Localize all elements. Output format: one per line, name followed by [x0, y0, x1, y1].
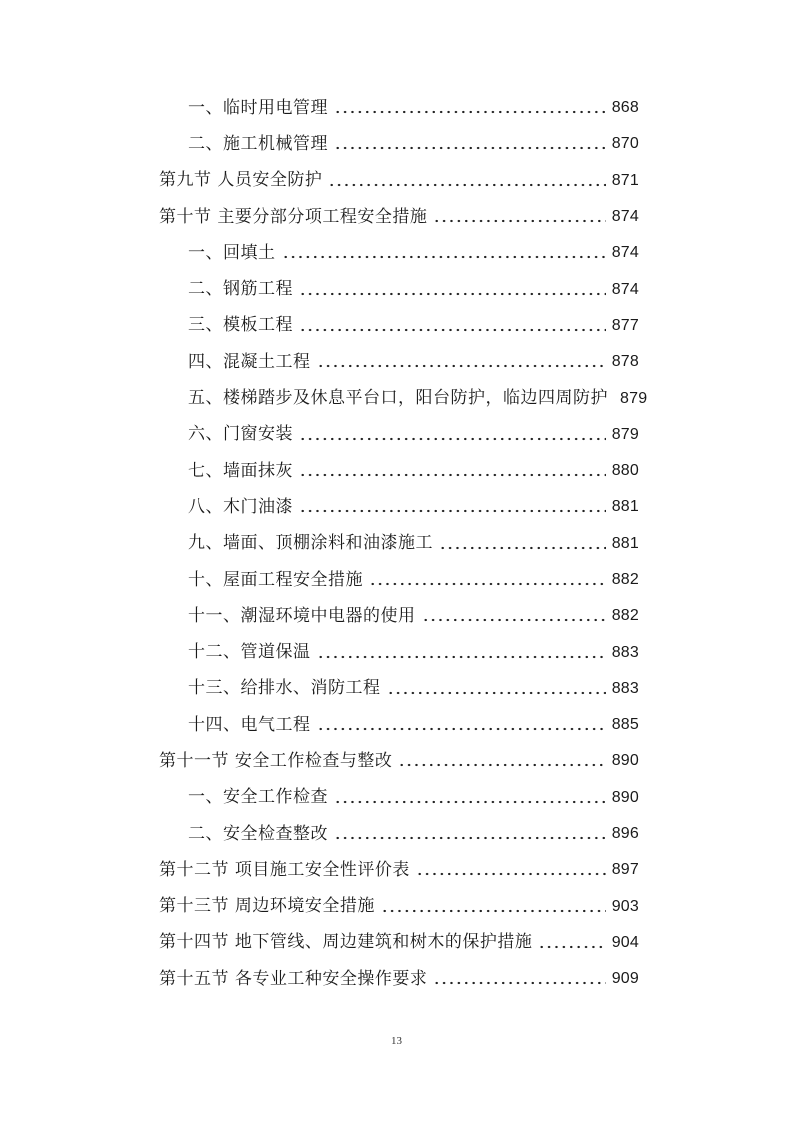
toc-entry-line: [188, 242, 639, 263]
toc-dot-leader: [299, 292, 606, 296]
toc-entry-title: 第十三节 周边环境安全措施: [159, 896, 375, 917]
toc-entry[interactable]: [0, 743, 793, 779]
toc-entry-page-number: 883: [611, 679, 639, 697]
table-of-contents: [0, 90, 793, 997]
toc-dot-leader: [328, 183, 605, 187]
toc-dot-leader: [334, 836, 606, 840]
toc-entry[interactable]: [0, 90, 793, 126]
toc-entry-title: 四、混凝土工程: [188, 351, 311, 372]
toc-entry-title: 九、墙面、顶棚涂料和油漆施工: [188, 533, 433, 554]
toc-entry-line: [188, 281, 639, 298]
toc-entry-line: [188, 317, 639, 334]
toc-entry-page-number: 904: [611, 933, 639, 951]
toc-entry[interactable]: [0, 634, 793, 670]
toc-entry-line: [159, 859, 639, 880]
toc-entry-page-number: 903: [611, 897, 639, 915]
toc-dot-leader: [433, 219, 605, 223]
toc-dot-leader: [387, 691, 606, 695]
toc-dot-leader: [422, 618, 606, 622]
toc-entry-page-number: 877: [611, 316, 639, 334]
toc-dot-leader: [299, 509, 606, 513]
toc-entry-page-number: 874: [611, 208, 639, 226]
toc-entry-line: [188, 605, 639, 626]
toc-entry-title: 五、楼梯踏步及休息平台口，阳台防护，临边四周防护: [188, 388, 608, 409]
toc-dot-leader: [334, 800, 606, 804]
toc-entry-line: [188, 496, 639, 517]
toc-entry-page-number: 881: [611, 534, 639, 552]
toc-entry-line: [159, 206, 639, 227]
toc-dot-leader: [433, 981, 605, 985]
toc-entry-title: 十、屋面工程安全措施: [188, 569, 363, 590]
toc-entry[interactable]: [0, 707, 793, 743]
toc-entry-page-number: 874: [611, 280, 639, 298]
toc-dot-leader: [398, 763, 605, 767]
toc-entry[interactable]: [0, 598, 793, 634]
toc-entry-title: 一、安全工作检查: [188, 787, 328, 808]
toc-dot-leader: [439, 546, 606, 550]
toc-entry[interactable]: [0, 780, 793, 816]
toc-entry[interactable]: [0, 163, 793, 199]
toc-entry-page-number: 871: [611, 171, 639, 189]
toc-entry[interactable]: [0, 816, 793, 852]
toc-entry-line: [188, 388, 648, 409]
toc-entry[interactable]: [0, 417, 793, 453]
toc-entry-line: [159, 172, 639, 189]
toc-entry[interactable]: [0, 235, 793, 271]
toc-dot-leader: [334, 110, 606, 114]
toc-entry-page-number: 882: [611, 607, 639, 625]
toc-entry-title: 三、模板工程: [188, 315, 293, 336]
toc-dot-leader: [282, 255, 606, 259]
toc-dot-leader: [416, 872, 606, 876]
toc-entry-page-number: 890: [611, 752, 639, 770]
toc-entry-title: 八、木门油漆: [188, 496, 293, 517]
toc-dot-leader: [381, 909, 606, 913]
toc-entry[interactable]: [0, 308, 793, 344]
toc-entry[interactable]: [0, 852, 793, 888]
toc-entry-page-number: 879: [620, 389, 648, 407]
toc-entry-line: [188, 460, 639, 481]
toc-entry-page-number: 897: [611, 861, 639, 879]
toc-entry-line: [188, 644, 639, 661]
toc-entry[interactable]: [0, 489, 793, 525]
toc-entry-page-number: 880: [611, 462, 639, 480]
toc-entry-page-number: 896: [611, 825, 639, 843]
page-number: 13: [391, 1035, 402, 1047]
toc-entry[interactable]: [0, 380, 793, 416]
toc-entry-title: 第十二节 项目施工安全性评价表: [159, 859, 410, 880]
toc-entry[interactable]: [0, 671, 793, 707]
toc-entry[interactable]: [0, 271, 793, 307]
toc-entry-page-number: 881: [611, 498, 639, 516]
toc-entry-page-number: 868: [611, 99, 639, 117]
toc-entry-title: 一、临时用电管理: [188, 97, 328, 118]
toc-dot-leader: [317, 655, 606, 659]
toc-entry-title: 二、钢筋工程: [188, 279, 293, 300]
toc-entry-page-number: 882: [611, 571, 639, 588]
toc-dot-leader: [334, 146, 606, 150]
toc-entry[interactable]: [0, 889, 793, 925]
toc-entry-title: 第十四节 地下管线、周边建筑和树木的保护措施: [159, 932, 533, 953]
toc-entry-page-number: 879: [611, 425, 639, 443]
toc-entry-page-number: 874: [611, 244, 639, 262]
toc-entry[interactable]: [0, 961, 793, 997]
toc-entry[interactable]: [0, 562, 793, 598]
toc-entry-line: [159, 750, 639, 771]
toc-dot-leader: [299, 473, 606, 477]
toc-entry-title: 十一、潮湿环境中电器的使用: [188, 605, 416, 626]
toc-entry-line: [188, 426, 639, 443]
toc-entry[interactable]: [0, 526, 793, 562]
toc-entry-title: 十二、管道保温: [188, 642, 311, 663]
toc-entry-title: 六、门窗安装: [188, 424, 293, 445]
toc-entry-line: [188, 789, 639, 806]
toc-entry[interactable]: [0, 199, 793, 235]
toc-entry-title: 七、墙面抹灰: [188, 460, 293, 481]
toc-dot-leader: [369, 582, 606, 586]
toc-entry[interactable]: [0, 925, 793, 961]
toc-entry-title: 第十一节 安全工作检查与整改: [159, 750, 393, 771]
toc-dot-leader: [299, 328, 606, 332]
toc-entry-line: [188, 97, 639, 118]
toc-entry-line: [188, 133, 639, 154]
toc-entry-title: 第九节 人员安全防护: [159, 170, 323, 191]
toc-entry-page-number: 885: [611, 716, 639, 734]
toc-entry-line: [159, 934, 639, 951]
toc-entry-line: [188, 569, 639, 590]
toc-entry[interactable]: [0, 344, 793, 380]
toc-entry-page-number: 909: [611, 970, 639, 988]
toc-entry-line: [188, 714, 639, 735]
toc-entry-line: [159, 898, 639, 915]
toc-dot-leader: [317, 364, 606, 368]
toc-entry-page-number: 870: [611, 135, 639, 153]
toc-entry-line: [188, 351, 639, 372]
toc-entry-page-number: 883: [611, 643, 639, 661]
toc-entry-page-number: 890: [611, 788, 639, 806]
toc-entry-page-number: 878: [611, 353, 639, 371]
toc-entry-line: [159, 968, 639, 989]
toc-entry-title: 一、回填土: [188, 242, 276, 263]
toc-dot-leader: [317, 727, 606, 731]
toc-entry-line: [188, 535, 639, 552]
toc-entry-title: 二、安全检查整改: [188, 823, 328, 844]
toc-entry-title: 十四、电气工程: [188, 714, 311, 735]
toc-entry-title: 二、施工机械管理: [188, 133, 328, 154]
toc-dot-leader: [299, 437, 606, 441]
toc-entry-title: 第十节 主要分部分项工程安全措施: [159, 206, 428, 227]
toc-dot-leader: [538, 945, 605, 949]
toc-entry[interactable]: [0, 453, 793, 489]
toc-entry-title: 第十五节 各专业工种安全操作要求: [159, 968, 428, 989]
toc-entry-line: [188, 680, 639, 697]
toc-entry-title: 十三、给排水、消防工程: [188, 678, 381, 699]
toc-entry-line: [188, 823, 639, 844]
toc-entry[interactable]: [0, 126, 793, 162]
